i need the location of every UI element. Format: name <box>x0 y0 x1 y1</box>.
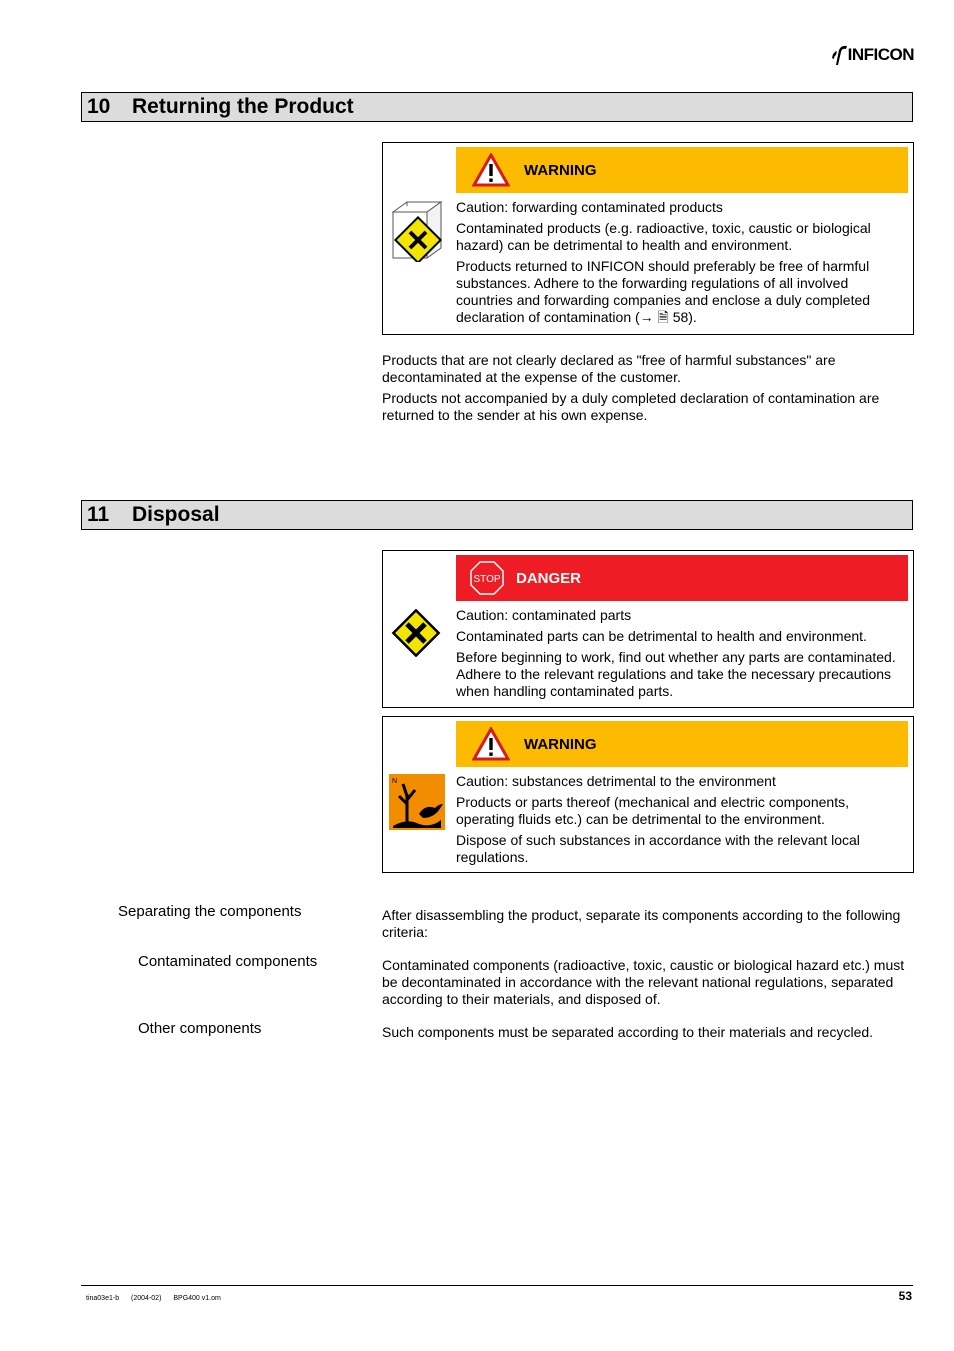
section-heading-11 <box>81 500 913 530</box>
warning-paragraph: Contaminated products (e.g. radioactive, toxic, caustic or biological hazard) can be detrimental to health and environment. <box>456 220 871 253</box>
section-number: 11 <box>87 503 110 526</box>
danger-body <box>456 607 907 704</box>
section-title: Returning the Product <box>132 95 354 118</box>
warning-paragraph: Products or parts thereof (mechanical and electric components, operating fluids etc.) can be detrimental to the environment. <box>456 794 849 827</box>
warning-triangle-icon <box>472 727 510 761</box>
warning-caution-text: Caution: forwarding contaminated products <box>456 199 723 215</box>
warning-label: WARNING <box>524 735 597 753</box>
section-number: 10 <box>87 95 111 118</box>
danger-label: DANGER <box>516 569 582 587</box>
warning-triangle-icon <box>472 153 510 187</box>
section-heading-10 <box>81 92 913 122</box>
harmful-substance-icon <box>389 609 443 657</box>
warning-banner <box>456 147 908 193</box>
logo-text: INFICON <box>847 45 914 64</box>
body-paragraph: Products that are not clearly declared as "free of harmful substances" are decontaminated at the expense of the customer. <box>382 352 836 385</box>
body-paragraph: Such components must be separated according to their materials and recycled. <box>382 1024 874 1040</box>
separating-text <box>382 907 907 945</box>
warning-banner <box>456 721 908 767</box>
contaminated-text <box>382 957 907 1012</box>
return-text <box>382 352 907 428</box>
danger-paragraph: Contaminated parts can be detrimental to health and environment. <box>456 628 867 644</box>
warning-box-forwarding <box>382 142 914 335</box>
inficon-logo <box>832 44 914 66</box>
footer-doc-info <box>86 1295 231 1302</box>
warning-label: WARNING <box>524 161 597 179</box>
warning-box-environment <box>382 716 914 873</box>
side-label-separating: Separating the components <box>118 903 302 920</box>
warning-caution-text: Caution: substances detrimental to the environment <box>456 773 776 789</box>
body-paragraph: Products not accompanied by a duly completed declaration of contamination are returned to the sender at his own expense. <box>382 390 880 423</box>
other-text <box>382 1024 907 1045</box>
environment-hazard-icon <box>389 774 445 830</box>
section-title: Disposal <box>132 503 220 526</box>
footer-divider <box>81 1285 913 1286</box>
footer-doc-id: tina03e1-b <box>86 1295 120 1302</box>
danger-banner <box>456 555 908 601</box>
page-number: 53 <box>898 1289 912 1303</box>
svg-text:N: N <box>392 778 398 785</box>
danger-caution-text: Caution: contaminated parts <box>456 607 632 623</box>
side-label-contaminated: Contaminated components <box>138 953 318 970</box>
inficon-swoosh-icon <box>832 44 848 66</box>
side-label-other: Other components <box>138 1020 262 1037</box>
warning-body <box>456 199 907 330</box>
footer-file: BPG400 v1.om <box>173 1295 221 1302</box>
footer-date: (2004-02) <box>131 1295 162 1302</box>
warning-paragraph: Products returned to INFICON should preferably be free of harmful substances. Adhere to the forwarding regulations of all involved countries and forwarding companies and enclose a duly completed declaration of contamination (→ 🗎 58). <box>456 258 871 325</box>
warning-paragraph: Dispose of such substances in accordance with the relevant local regulations. <box>456 832 860 865</box>
danger-box-contaminated-parts <box>382 550 914 708</box>
stop-sign-icon <box>470 561 504 595</box>
body-paragraph: After disassembling the product, separate its components according to the following criteria: <box>382 907 901 940</box>
warning-body <box>456 773 907 870</box>
danger-paragraph: Before beginning to work, find out whether any parts are contaminated. Adhere to the relevant regulations and take the necessary precautions when handling contaminated parts. <box>456 649 896 699</box>
contaminated-package-icon <box>389 200 443 262</box>
stop-sign-text: STOP <box>473 574 501 585</box>
body-paragraph: Contaminated components (radioactive, toxic, caustic or biological hazard etc.) must be decontaminated in accordance with the relevant national regulations, separated according to their materials, and disposed of. <box>382 957 905 1007</box>
